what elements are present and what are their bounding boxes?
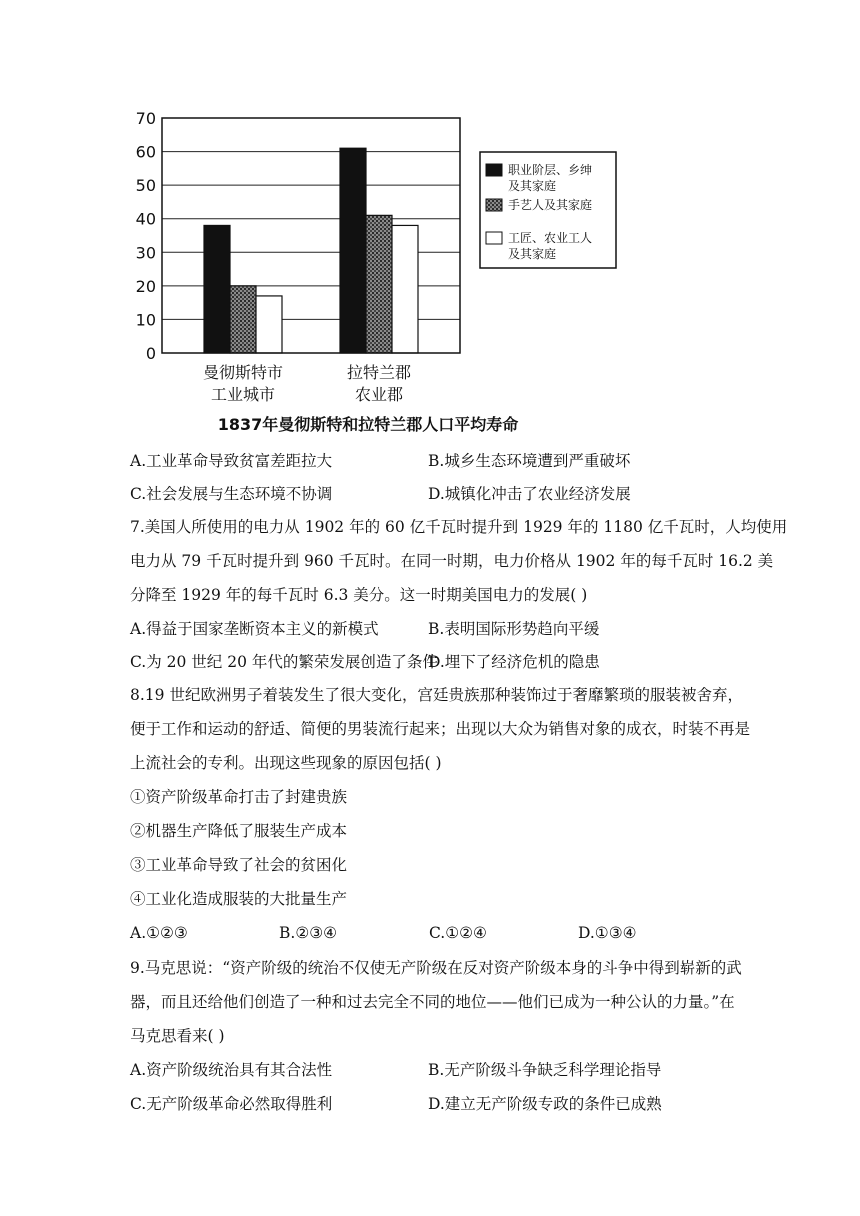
bar [340, 148, 366, 353]
q8-option-c: C.①②④ [429, 924, 487, 942]
q9-stem-line-2: 器，而且还给他们创造了一种和过去完全不同的地位——他们已成为一种公认的力量。”在 [130, 993, 735, 1011]
q9-stem-line-3: 马克思看来( ) [130, 1027, 225, 1045]
chart-title: 1837年曼彻斯特和拉特兰郡人口平均寿命 [217, 415, 519, 434]
legend-label: 工匠、农业工人 [508, 231, 593, 245]
bar [366, 215, 392, 353]
legend-label: 手艺人及其家庭 [508, 198, 593, 212]
x-category-label: 农业郡 [354, 385, 404, 404]
q8-item-1: ①资产阶级革命打击了封建贵族 [130, 788, 348, 806]
q9-option-c: C.无产阶级革命必然取得胜利 [130, 1095, 333, 1113]
y-tick-label: 10 [135, 310, 156, 330]
x-category-label: 拉特兰郡 [346, 363, 412, 382]
y-tick-label: 40 [135, 209, 156, 229]
q7-stem-line-1: 7.美国人所使用的电力从 1902 年的 60 亿千瓦时提升到 1929 年的 1180 亿千瓦时，人均使用 [130, 518, 788, 536]
q7-stem-line-2: 电力从 79 千瓦时提升到 960 千瓦时。在同一时期，电力价格从 1902 年的每千瓦时 16.2 美 [130, 552, 774, 570]
q6-option-a: A.工业革命导致贫富差距拉大 [130, 452, 333, 470]
q8-item-4: ④工业化造成服装的大批量生产 [130, 890, 348, 908]
q6-option-d: D.城镇化冲击了农业经济发展 [428, 485, 631, 503]
q7-option-d: D.埋下了经济危机的隐患 [428, 653, 600, 671]
q9-option-b: B.无产阶级斗争缺乏科学理论指导 [428, 1061, 662, 1079]
y-tick-label: 20 [135, 276, 156, 296]
legend-label: 及其家庭 [508, 179, 557, 193]
legend-swatch [486, 199, 502, 211]
q9-option-a: A.资产阶级统治具有其合法性 [130, 1061, 333, 1079]
q8-item-3: ③工业革命导致了社会的贫困化 [130, 856, 348, 874]
q8-stem-line-2: 便于工作和运动的舒适、简便的男装流行起来；出现以大众为销售对象的成衣，时装不再是 [130, 720, 751, 738]
legend-swatch [486, 232, 502, 244]
y-tick-label: 70 [135, 109, 156, 128]
y-tick-label: 30 [135, 243, 156, 263]
q7-stem-line-3: 分降至 1929 年的每千瓦时 6.3 美分。这一时期美国电力的发展( ) [130, 586, 588, 604]
q6-option-b: B.城乡生态环境遭到严重破坏 [428, 452, 631, 470]
q7-option-b: B.表明国际形势趋向平缓 [428, 620, 600, 638]
q9-stem-line-1: 9.马克思说：“资产阶级的统治不仅使无产阶级在反对资产阶级本身的斗争中得到崭新的武 [130, 959, 742, 977]
q8-item-2: ②机器生产降低了服装生产成本 [130, 822, 348, 840]
life-expectancy-chart [128, 108, 628, 438]
y-tick-label: 0 [145, 344, 156, 363]
q8-stem-line-3: 上流社会的专利。出现这些现象的原因包括( ) [130, 754, 442, 772]
x-category-label: 工业城市 [210, 385, 276, 404]
y-tick-label: 60 [135, 142, 156, 162]
x-category-label: 曼彻斯特市 [202, 363, 284, 382]
q6-option-c: C.社会发展与生态环境不协调 [130, 485, 333, 503]
bar [392, 225, 418, 353]
legend-swatch [486, 164, 502, 176]
y-tick-label: 50 [135, 176, 156, 196]
q8-option-d: D.①③④ [578, 924, 637, 942]
q9-option-d: D.建立无产阶级专政的条件已成熟 [428, 1095, 662, 1113]
q7-option-c: C.为 20 世纪 20 年代的繁荣发展创造了条件 [130, 653, 438, 671]
q8-stem-line-1: 8.19 世纪欧洲男子着装发生了很大变化，宫廷贵族那种装饰过于奢靡繁琐的服装被舍弃， [130, 686, 743, 704]
q7-option-a: A.得益于国家垄断资本主义的新模式 [130, 620, 379, 638]
bar [204, 225, 230, 353]
bar [256, 296, 282, 353]
legend-label: 及其家庭 [508, 247, 557, 261]
legend-label: 职业阶层、乡绅 [508, 163, 593, 177]
q8-option-a: A.①②③ [130, 924, 188, 942]
bar [230, 286, 256, 353]
q8-option-b: B.②③④ [279, 924, 338, 942]
